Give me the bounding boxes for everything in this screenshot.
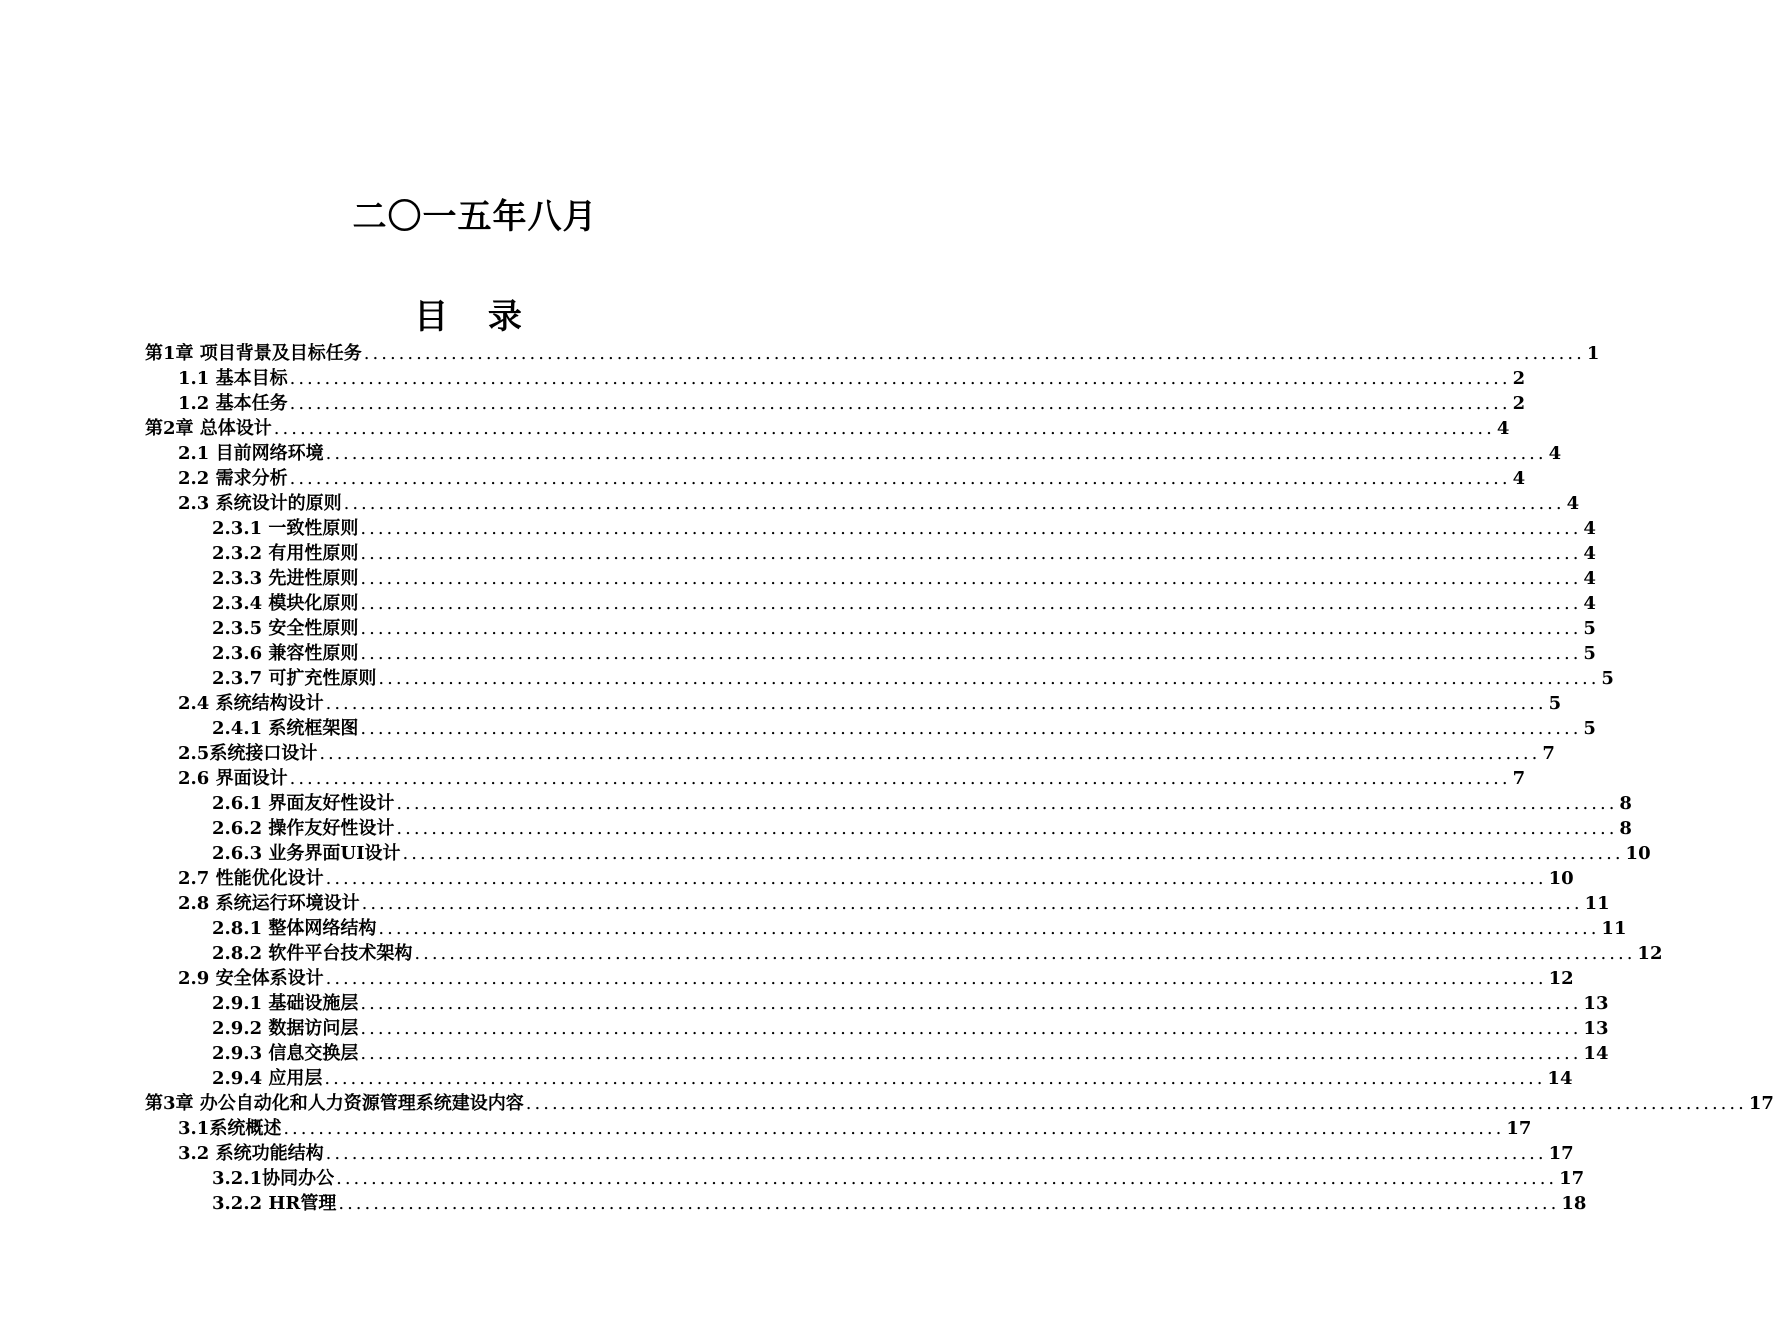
toc-entry[interactable] bbox=[145, 641, 1596, 666]
dot-leader: ............................................................................................................................................ bbox=[325, 968, 1547, 989]
dot-leader: ............................................................................................................................................ bbox=[325, 693, 1547, 714]
toc-entry-title: 2.8 系统运行环境设计 bbox=[178, 893, 360, 914]
dot-leader: ............................................................................................................................................ bbox=[360, 1018, 1582, 1039]
dot-leader: ............................................................................................................................................ bbox=[360, 993, 1582, 1014]
toc-entry[interactable] bbox=[145, 1141, 1574, 1166]
toc-entry-page-number: 10 bbox=[1625, 843, 1651, 864]
dot-leader: ............................................................................................................................................ bbox=[360, 518, 1582, 539]
dot-leader: ............................................................................................................................................ bbox=[360, 618, 1582, 639]
toc-entry[interactable] bbox=[145, 391, 1526, 416]
toc-entry[interactable] bbox=[145, 691, 1562, 716]
toc-entry-title: 2.9.1 基础设施层 bbox=[212, 993, 359, 1014]
dot-leader: ............................................................................................................................................ bbox=[360, 718, 1582, 739]
toc-entry-page-number: 13 bbox=[1583, 993, 1609, 1014]
toc-entry[interactable] bbox=[145, 666, 1614, 691]
dot-leader: ............................................................................................................................................ bbox=[343, 493, 1565, 514]
toc-entry-title: 2.3.2 有用性原则 bbox=[212, 543, 359, 564]
toc-entry[interactable] bbox=[145, 441, 1562, 466]
toc-entry-page-number: 1 bbox=[1586, 343, 1600, 364]
toc-entry[interactable] bbox=[145, 541, 1596, 566]
dot-leader: ............................................................................................................................................ bbox=[289, 468, 1511, 489]
toc-entry[interactable] bbox=[145, 616, 1596, 641]
dot-leader: ............................................................................................................................................ bbox=[289, 393, 1511, 414]
toc-entry-title: 3.2.2 HR管理 bbox=[212, 1193, 337, 1214]
toc-entry-page-number: 8 bbox=[1619, 793, 1632, 814]
toc-entry-title: 3.1系统概述 bbox=[178, 1118, 282, 1139]
toc-entry[interactable] bbox=[145, 1191, 1587, 1216]
toc-entry-page-number: 2 bbox=[1512, 368, 1526, 389]
toc-entry-title: 2.9 安全体系设计 bbox=[178, 968, 324, 989]
dot-leader: ............................................................................................................................................ bbox=[289, 368, 1511, 389]
toc-entry-title: 第3章 办公自动化和人力资源管理系统建设内容 bbox=[145, 1093, 524, 1114]
toc-entry-page-number: 5 bbox=[1601, 668, 1614, 689]
toc-entry[interactable] bbox=[145, 416, 1510, 441]
dot-leader: ............................................................................................................................................ bbox=[525, 1093, 1747, 1114]
toc-entry-title: 2.6.2 操作友好性设计 bbox=[212, 818, 395, 839]
dot-leader: ............................................................................................................................................ bbox=[414, 943, 1636, 964]
toc-entry[interactable] bbox=[145, 741, 1555, 766]
toc-entry-page-number: 10 bbox=[1548, 868, 1574, 889]
toc-entry[interactable] bbox=[145, 566, 1596, 591]
toc-entry-page-number: 4 bbox=[1583, 543, 1596, 564]
toc-entry-page-number: 5 bbox=[1548, 693, 1562, 714]
toc-entry-title: 2.6 界面设计 bbox=[178, 768, 288, 789]
toc-entry-page-number: 17 bbox=[1506, 1118, 1532, 1139]
dot-leader: ............................................................................................................................................ bbox=[325, 443, 1547, 464]
toc-entry-page-number: 5 bbox=[1583, 643, 1596, 664]
toc-entry-page-number: 12 bbox=[1548, 968, 1574, 989]
dot-leader: ............................................................................................................................................ bbox=[360, 1043, 1582, 1064]
dot-leader: ............................................................................................................................................ bbox=[283, 1118, 1505, 1139]
dot-leader: ............................................................................................................................................ bbox=[402, 843, 1624, 864]
toc-entry-title: 2.3.1 一致性原则 bbox=[212, 518, 359, 539]
toc-entry-page-number: 5 bbox=[1583, 618, 1596, 639]
toc-entry[interactable] bbox=[145, 991, 1609, 1016]
toc-entry-title: 2.3.3 先进性原则 bbox=[212, 568, 359, 589]
toc-entry[interactable] bbox=[145, 791, 1632, 816]
toc-entry-title: 3.2.1协同办公 bbox=[212, 1168, 335, 1189]
toc-entry-page-number: 11 bbox=[1584, 893, 1610, 914]
toc-entry[interactable] bbox=[145, 891, 1610, 916]
toc-entry-title: 2.9.3 信息交换层 bbox=[212, 1043, 359, 1064]
toc-entry-title: 3.2 系统功能结构 bbox=[178, 1143, 324, 1164]
toc-entry-page-number: 14 bbox=[1547, 1068, 1573, 1089]
dot-leader: ............................................................................................................................................ bbox=[360, 643, 1582, 664]
dot-leader: ............................................................................................................................................ bbox=[336, 1168, 1558, 1189]
toc-entry-title: 2.3.7 可扩充性原则 bbox=[212, 668, 377, 689]
toc-entry[interactable] bbox=[145, 466, 1526, 491]
toc-entry-page-number: 5 bbox=[1583, 718, 1596, 739]
toc-entry[interactable] bbox=[145, 1091, 1774, 1116]
toc-entry-page-number: 4 bbox=[1548, 443, 1562, 464]
dot-leader: ............................................................................................................................................ bbox=[324, 1068, 1546, 1089]
toc-entry[interactable] bbox=[145, 1116, 1532, 1141]
toc-entry-title: 2.7 性能优化设计 bbox=[178, 868, 324, 889]
toc-entry[interactable] bbox=[145, 966, 1574, 991]
toc-entry-title: 2.4.1 系统框架图 bbox=[212, 718, 359, 739]
dot-leader: ............................................................................................................................................ bbox=[289, 768, 1511, 789]
dot-leader: ............................................................................................................................................ bbox=[273, 418, 1495, 439]
toc-entry[interactable] bbox=[145, 516, 1596, 541]
toc-entry[interactable] bbox=[145, 766, 1526, 791]
toc-entry-title: 第2章 总体设计 bbox=[145, 418, 272, 439]
toc-entry[interactable] bbox=[145, 841, 1651, 866]
toc-entry-page-number: 4 bbox=[1583, 568, 1596, 589]
toc-entry[interactable] bbox=[145, 591, 1596, 616]
toc-entry-page-number: 17 bbox=[1559, 1168, 1585, 1189]
toc-entry-page-number: 4 bbox=[1583, 593, 1596, 614]
dot-leader: ............................................................................................................................................ bbox=[360, 543, 1582, 564]
toc-entry-page-number: 17 bbox=[1748, 1093, 1774, 1114]
toc-entry-page-number: 8 bbox=[1619, 818, 1632, 839]
toc-entry[interactable] bbox=[145, 816, 1632, 841]
toc-entry[interactable] bbox=[145, 941, 1663, 966]
toc-entry-title: 2.3.6 兼容性原则 bbox=[212, 643, 359, 664]
toc-entry-page-number: 14 bbox=[1583, 1043, 1609, 1064]
dot-leader: ............................................................................................................................................ bbox=[378, 668, 1600, 689]
toc-entry-title: 2.3 系统设计的原则 bbox=[178, 493, 342, 514]
table-of-contents bbox=[145, 341, 1774, 1216]
toc-entry[interactable] bbox=[145, 1166, 1585, 1191]
toc-entry[interactable] bbox=[145, 491, 1580, 516]
toc-entry-title: 2.3.4 模块化原则 bbox=[212, 593, 359, 614]
toc-entry-title: 1.2 基本任务 bbox=[178, 393, 288, 414]
toc-entry-title: 2.4 系统结构设计 bbox=[178, 693, 324, 714]
toc-entry-title: 2.2 需求分析 bbox=[178, 468, 288, 489]
toc-entry-page-number: 12 bbox=[1637, 943, 1663, 964]
toc-entry-title: 2.6.3 业务界面UI设计 bbox=[212, 843, 401, 864]
toc-entry-page-number: 7 bbox=[1512, 768, 1526, 789]
toc-entry-page-number: 4 bbox=[1496, 418, 1510, 439]
dot-leader: ............................................................................................................................................ bbox=[360, 593, 1582, 614]
date-line: 二〇一五年八月 bbox=[352, 197, 598, 237]
dot-leader: ............................................................................................................................................ bbox=[360, 568, 1582, 589]
dot-leader: ............................................................................................................................................ bbox=[325, 1143, 1547, 1164]
toc-entry-page-number: 18 bbox=[1561, 1193, 1587, 1214]
toc-entry[interactable] bbox=[145, 1066, 1573, 1091]
toc-entry[interactable] bbox=[145, 1041, 1609, 1066]
toc-entry-page-number: 4 bbox=[1512, 468, 1526, 489]
dot-leader: ............................................................................................................................................ bbox=[325, 868, 1547, 889]
toc-entry[interactable] bbox=[145, 916, 1627, 941]
toc-entry-page-number: 4 bbox=[1566, 493, 1580, 514]
toc-entry-title: 第1章 项目背景及目标任务 bbox=[145, 343, 362, 364]
toc-entry-title: 2.5系统接口设计 bbox=[178, 743, 318, 764]
toc-entry-title: 2.6.1 界面友好性设计 bbox=[212, 793, 395, 814]
toc-entry[interactable] bbox=[145, 1016, 1609, 1041]
dot-leader: ............................................................................................................................................ bbox=[361, 893, 1583, 914]
toc-entry-title: 2.8.2 软件平台技术架构 bbox=[212, 943, 413, 964]
dot-leader: ............................................................................................................................................ bbox=[338, 1193, 1560, 1214]
toc-entry[interactable] bbox=[145, 716, 1596, 741]
toc-entry-page-number: 11 bbox=[1601, 918, 1627, 939]
toc-entry-title: 1.1 基本目标 bbox=[178, 368, 288, 389]
toc-entry-page-number: 4 bbox=[1583, 518, 1596, 539]
toc-entry-page-number: 7 bbox=[1542, 743, 1555, 764]
toc-entry[interactable] bbox=[145, 866, 1574, 891]
toc-entry-title: 2.3.5 安全性原则 bbox=[212, 618, 359, 639]
dot-leader: ............................................................................................................................................ bbox=[396, 818, 1618, 839]
toc-entry-title: 2.9.4 应用层 bbox=[212, 1068, 323, 1089]
dot-leader: ............................................................................................................................................ bbox=[319, 743, 1541, 764]
dot-leader: ............................................................................................................................................ bbox=[363, 343, 1585, 364]
toc-entry-page-number: 2 bbox=[1512, 393, 1526, 414]
toc-entry-title: 2.8.1 整体网络结构 bbox=[212, 918, 377, 939]
toc-entry-title: 2.1 目前网络环境 bbox=[178, 443, 324, 464]
toc-entry[interactable] bbox=[145, 341, 1600, 366]
dot-leader: ............................................................................................................................................ bbox=[378, 918, 1600, 939]
toc-entry-page-number: 17 bbox=[1548, 1143, 1574, 1164]
toc-entry[interactable] bbox=[145, 366, 1526, 391]
toc-entry-page-number: 13 bbox=[1583, 1018, 1609, 1039]
dot-leader: ............................................................................................................................................ bbox=[396, 793, 1618, 814]
toc-entry-title: 2.9.2 数据访问层 bbox=[212, 1018, 359, 1039]
toc-title: 目 录 bbox=[414, 297, 536, 337]
